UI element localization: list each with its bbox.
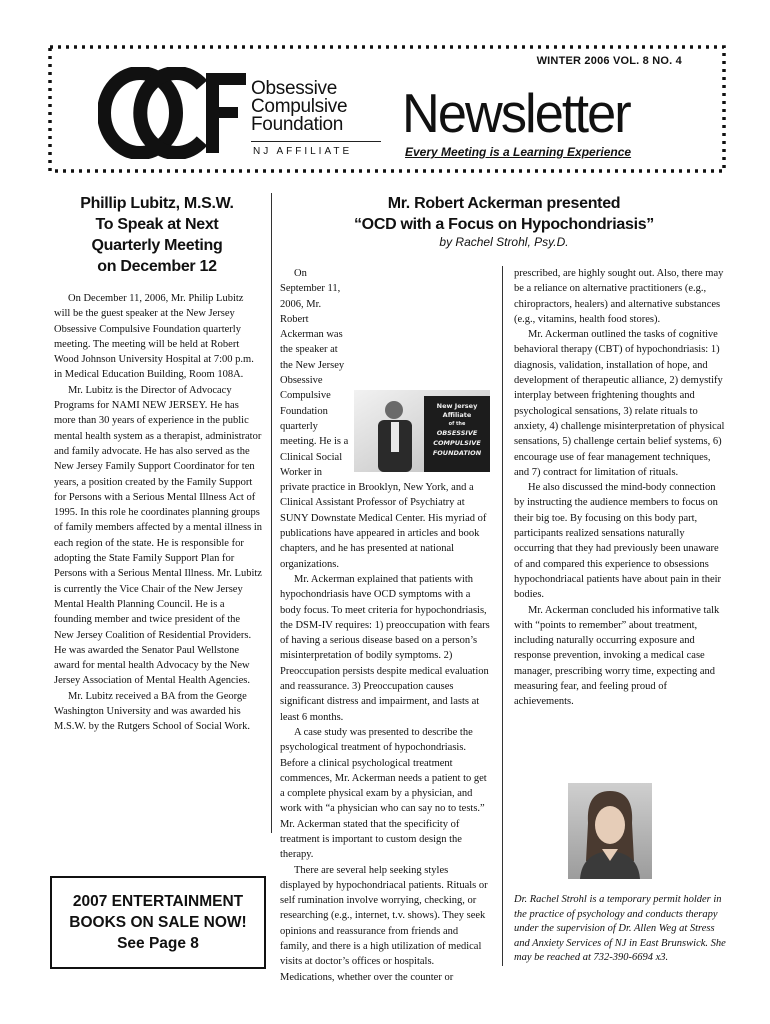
ad-line: BOOKS ON SALE NOW!	[69, 914, 247, 931]
main-article-heading	[282, 193, 726, 235]
left-article	[52, 193, 262, 735]
main-article-body-2	[514, 266, 726, 710]
org-line-2: Compulsive	[251, 96, 348, 117]
banner-text: of the	[448, 421, 466, 427]
author-caption: Dr. Rachel Strohl is a temporary permit holder in the practice of psychology and conducts therapy under the supervision of Dr. Allen Weg at Stress and Anxiety Services of NJ in East Brunswick. She may be reached at 732-390-6694 x3.	[514, 894, 726, 964]
heading-line: To Speak at Next	[95, 216, 219, 233]
issue-info: WINTER 2006 VOL. 8 NO. 4	[536, 55, 682, 67]
main-article-column-1	[280, 266, 490, 985]
left-article-body	[52, 291, 262, 735]
affiliate-label: NJ AFFILIATE	[253, 146, 353, 157]
banner-text: COMPULSIVE	[433, 439, 481, 447]
paragraph: A case study was presented to describe the psychological treatment of hypochondriasis. Before a clinical psychological treatment commences, Mr. Ackerman needs a patient to get a complete physical exam by a physician, and work with “a physician who can say no to tests.” Mr. Ackerman stated that the specificity of treatment is important to custom design the therapy.	[280, 726, 487, 861]
masthead	[48, 45, 726, 173]
author-portrait	[568, 783, 652, 879]
banner-text: New Jersey	[436, 402, 478, 410]
banner-text: OBSESSIVE	[436, 429, 478, 437]
paragraph: Mr. Ackerman explained that patients with hypochondriasis have OCD symptoms with a body focus. To meet criteria for hypochondriasis, the DSM-IV requires: 1) preoccupation with fears of having a serious disease based on a person’s misinterpretation of bodily symptoms. 2) Preoccupation persists despite medical evaluation and reassurance. 3) Preoccupation causes significant distress and impairment, and lasts at least 6 months.	[280, 573, 490, 723]
column-divider	[502, 266, 503, 966]
speaker-photo	[354, 390, 490, 472]
paragraph: Mr. Lubitz received a BA from the George Washington University and was awarded his M.S.W. by the Rutgers School of Social Work.	[54, 690, 251, 733]
heading-line: on December 12	[97, 258, 217, 275]
heading-line: Quarterly Meeting	[91, 237, 223, 254]
main-article-body-1	[280, 266, 490, 985]
paragraph: He also discussed the mind-body connection by instructing the audience members to focus on their big toe. By focusing on this body part, participants realized sensations naturally occurring that they had previously been unaware of and compared this experience to obsessions hypochondriacal patients have about pain in their bodies.	[514, 482, 722, 601]
ad-line: See Page 8	[117, 935, 199, 952]
newsletter-title: Newsletter	[402, 82, 630, 144]
left-article-heading	[52, 193, 262, 277]
entertainment-books-ad	[50, 876, 266, 969]
speaker-photo-image	[354, 390, 490, 472]
column-divider	[271, 193, 272, 833]
org-line-1: Obsessive	[251, 78, 338, 99]
banner-text: FOUNDATION	[432, 449, 482, 457]
paragraph: Mr. Lubitz is the Director of Advocacy Programs for NAMI NEW JERSEY. He has more than 30 years of experience in the public mental health system as a therapist, administrator and family advocate. He has also served as the New Jersey Family Support Coordinator for ten years, a position created by the Family Support for Persons with a Serious Mental Illness Act of 1995. In this role he coordinates planning groups of family members affected by a mental illness in each region of the state. He is responsible for adopting the State Family Support Plan for Persons with a Serious Mental Illness. Mr. Lubitz is currently the Vice Chair of the New Jersey Mental Health Planning Council. He is a founding member and twice president of the New Jersey Coalition of Residential Providers. He was awarded the Senator Paul Wellstone award for mental health Advocacy by the New Jersey Association of Mental Health Agencies.	[54, 384, 262, 687]
banner-text: Affiliate	[442, 411, 472, 419]
paragraph: On December 11, 2006, Mr. Philip Lubitz will be the guest speaker at the New Jersey Obsessive Compulsive Foundation quarterly meeting. The meeting will be held at Robert Wood Johnson University Hospital at 7:00 p.m. in Medical Education Building, Room 108A.	[54, 293, 254, 381]
org-name	[251, 80, 347, 134]
paragraph: There are several help seeking styles displayed by hypochondriacal patients. Rituals or self rumination involve worrying, checking, or researching (e.g., internet, t.v. shows). They seek opinions and reassurance from friends and family, and there is a high utilization of medical visits at doctor’s offices or hospitals. Medications, whether over the counter or	[280, 864, 488, 983]
heading-line: Phillip Lubitz, M.S.W.	[80, 195, 234, 212]
main-article-column-2	[514, 266, 726, 710]
paragraph: On September 11, 2006, Mr. Robert Ackerman was the speaker at the New Jersey Obsessive Compulsive Foundation quarterly meeting. He is a Clinical Social Worker in private practice in Brooklyn, New York, and a Clinical Assistant Professor of Psychiatry at SUNY Downstate Medical Center. His myriad of publications have appeared in articles and book chapters, and he has presented at national organizations.	[280, 268, 487, 570]
ad-line: 2007 ENTERTAINMENT	[72, 893, 244, 910]
org-line-3: Foundation	[251, 114, 344, 135]
paragraph: Mr. Ackerman outlined the tasks of cognitive behavioral therapy (CBT) of hypochondriasis: 1) diagnosis, validation, installation of hope, and development of therapeutic alliance, 2) demystify interplay between frightening thoughts and psychological sensations, 3) relate rituals to anxiety, 4) challenge misinterpretation of physical sensations, 5) challenge certain belief systems, 6) encourage use of fear management techniques, and 7) contract for limitation of rituals.	[514, 329, 725, 478]
ocf-logo-icon	[98, 67, 250, 159]
paragraph: Mr. Ackerman concluded his informative talk with “points to remember” about treatment, including naturally occurring exposure and response prevention, invoking a medical case manager, prescribing worry time, expecting and measuring fear, and feeling proud of achievements.	[514, 604, 720, 708]
paragraph: prescribed, are highly sought out. Also, there may be a reliance on alternative practitioners (e.g., chiropractors, healers) and alternative substances (e.g., vitamins, health food stores).	[514, 268, 724, 325]
tagline: Every Meeting is a Learning Experience	[405, 145, 632, 159]
byline: by Rachel Strohl, Psy.D.	[439, 235, 569, 249]
heading-line: Mr. Robert Ackerman presented	[387, 195, 621, 212]
org-divider	[251, 141, 381, 142]
heading-line: “OCD with a Focus on Hypochondriasis”	[353, 216, 655, 233]
